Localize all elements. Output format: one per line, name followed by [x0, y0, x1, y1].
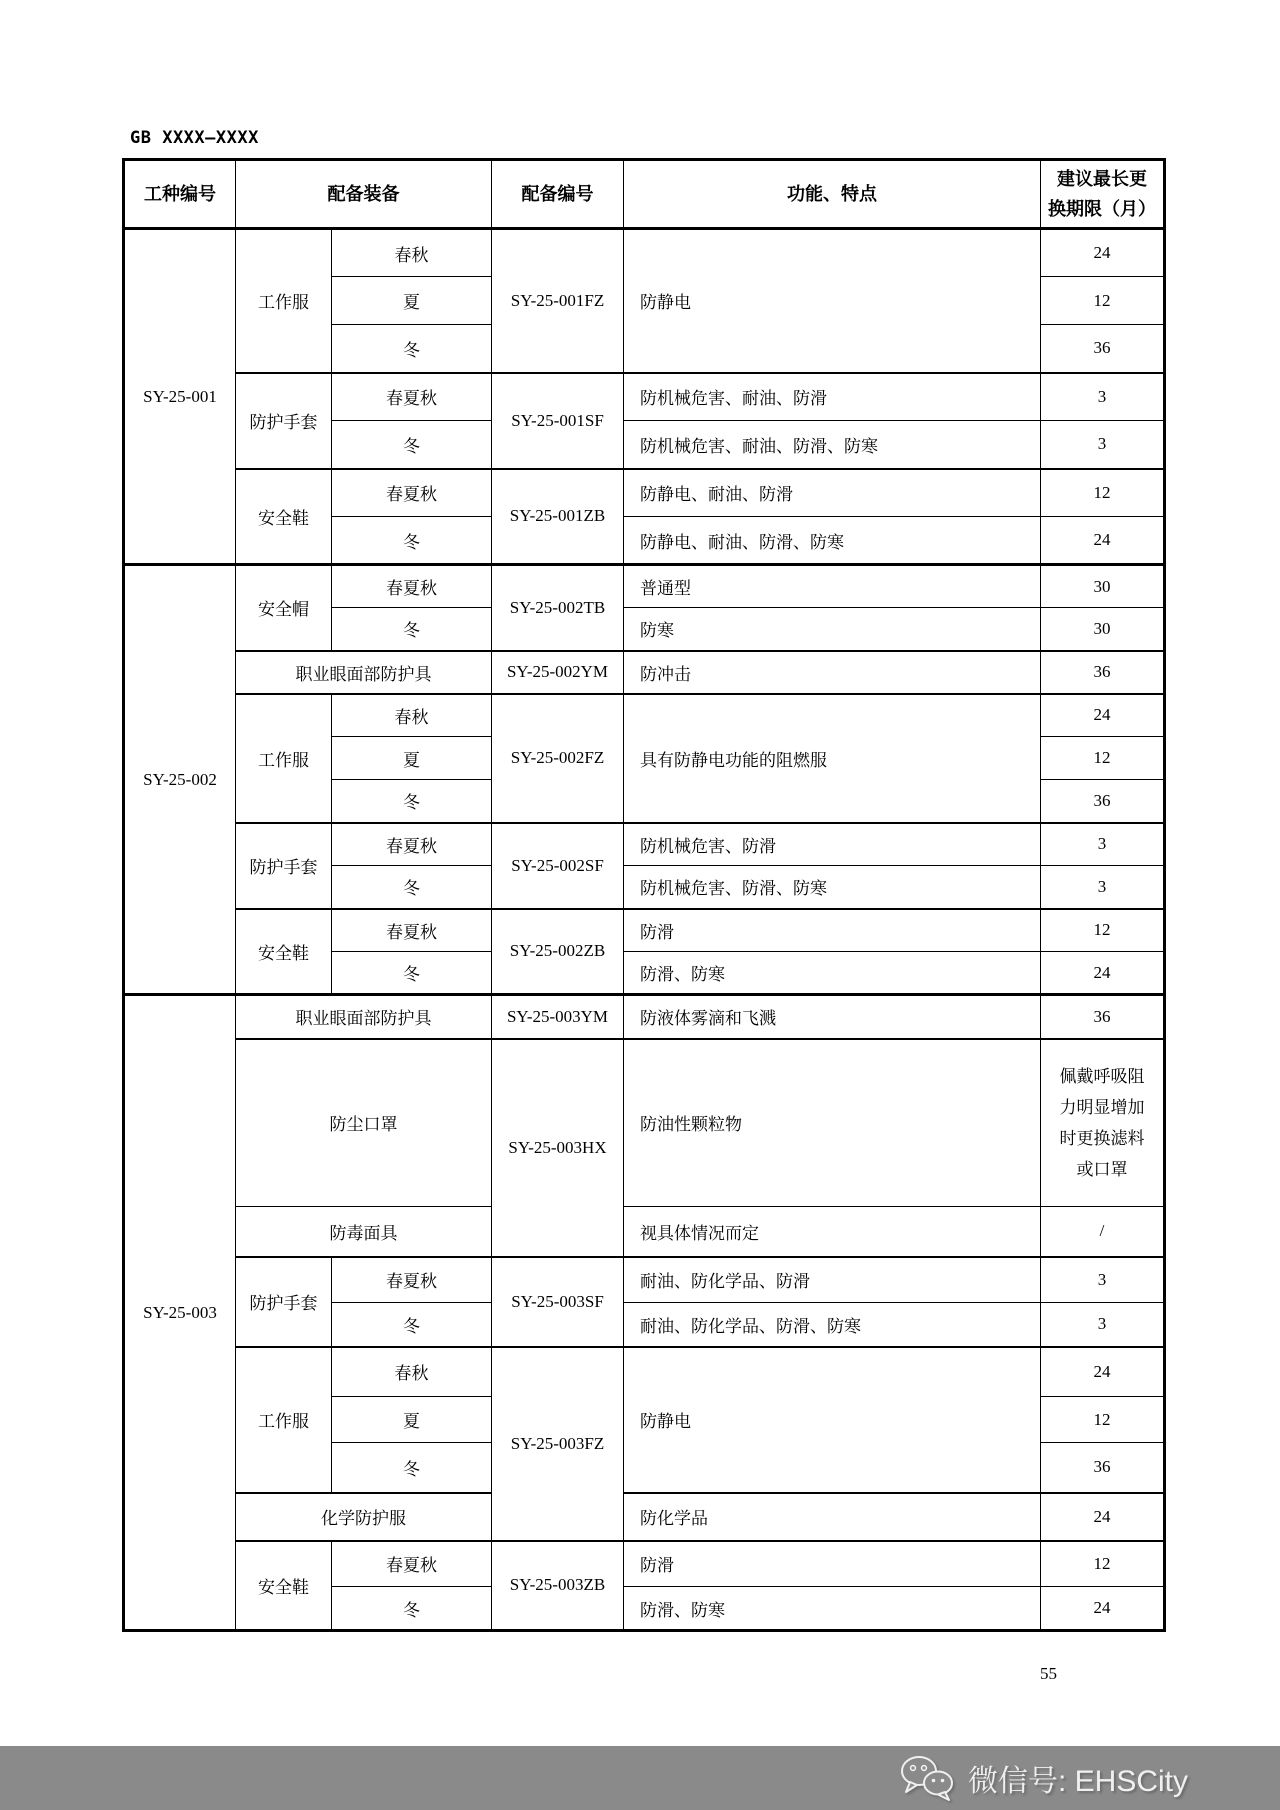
table-row	[124, 909, 1165, 952]
equipment-cell: 工作服	[236, 229, 332, 373]
period-cell: 12	[1041, 469, 1165, 517]
doc-code: GB XXXX—XXXX	[130, 128, 259, 148]
season-cell: 夏	[332, 1397, 492, 1443]
equipment-code-cell: SY-25-002TB	[492, 565, 624, 651]
period-cell: 24	[1041, 694, 1165, 737]
function-cell: 防机械危害、防滑	[624, 823, 1041, 866]
function-cell: 防寒	[624, 608, 1041, 651]
function-cell: 防静电、耐油、防滑	[624, 469, 1041, 517]
header-equipment: 配备装备	[236, 160, 492, 229]
equipment-code-cell: SY-25-003ZB	[492, 1541, 624, 1631]
period-cell: /	[1041, 1207, 1165, 1257]
wechat-icon	[900, 1755, 956, 1801]
period-cell: 3	[1041, 823, 1165, 866]
function-cell: 防机械危害、耐油、防滑、防寒	[624, 421, 1041, 469]
period-cell: 24	[1041, 952, 1165, 995]
header-period-line1: 建议最长更	[1057, 169, 1147, 189]
function-cell: 防滑、防寒	[624, 1587, 1041, 1631]
table-row	[124, 995, 1165, 1039]
period-cell: 30	[1041, 608, 1165, 651]
equipment-code-cell: SY-25-002FZ	[492, 694, 624, 823]
equipment-code-cell: SY-25-003YM	[492, 995, 624, 1039]
season-cell: 春夏秋	[332, 469, 492, 517]
period-cell: 24	[1041, 517, 1165, 565]
table-row	[124, 565, 1165, 608]
function-cell: 防油性颗粒物	[624, 1039, 1041, 1207]
header-replacement-period	[1041, 160, 1165, 229]
period-cell: 24	[1041, 1347, 1165, 1397]
period-cell: 3	[1041, 421, 1165, 469]
equipment-code-cell: SY-25-001FZ	[492, 229, 624, 373]
table-row	[124, 823, 1165, 866]
season-cell: 春秋	[332, 694, 492, 737]
season-cell: 冬	[332, 780, 492, 823]
season-cell: 冬	[332, 1587, 492, 1631]
period-cell: 3	[1041, 1303, 1165, 1347]
equipment-code-cell: SY-25-002ZB	[492, 909, 624, 995]
ppe-table-body	[124, 229, 1165, 1631]
equipment-cell: 防毒面具	[236, 1207, 492, 1257]
season-cell: 春夏秋	[332, 1541, 492, 1587]
equipment-cell: 工作服	[236, 694, 332, 823]
period-cell: 12	[1041, 1541, 1165, 1587]
equipment-cell: 安全鞋	[236, 909, 332, 995]
function-cell: 防滑	[624, 1541, 1041, 1587]
season-cell: 夏	[332, 277, 492, 325]
season-cell: 冬	[332, 952, 492, 995]
ppe-replacement-table	[122, 158, 1166, 1632]
season-cell: 冬	[332, 1443, 492, 1493]
table-row	[124, 1493, 1165, 1541]
period-cell: 佩戴呼吸阻力明显增加时更换滤料或口罩	[1041, 1039, 1165, 1207]
period-cell: 12	[1041, 1397, 1165, 1443]
table-row	[124, 1541, 1165, 1587]
period-cell: 12	[1041, 737, 1165, 780]
equipment-cell: 安全帽	[236, 565, 332, 651]
table-row	[124, 469, 1165, 517]
job-code-cell: SY-25-002	[124, 565, 236, 995]
equipment-cell: 化学防护服	[236, 1493, 492, 1541]
period-cell: 36	[1041, 325, 1165, 373]
equipment-cell: 防护手套	[236, 823, 332, 909]
function-cell: 防冲击	[624, 651, 1041, 694]
period-cell: 3	[1041, 866, 1165, 909]
period-cell: 30	[1041, 565, 1165, 608]
season-cell: 春夏秋	[332, 565, 492, 608]
function-cell: 防静电	[624, 229, 1041, 373]
header-job-code: 工种编号	[124, 160, 236, 229]
equipment-cell: 防护手套	[236, 1257, 332, 1347]
season-cell: 春夏秋	[332, 909, 492, 952]
table-row	[124, 651, 1165, 694]
table-header-row	[124, 160, 1165, 229]
job-code-cell: SY-25-001	[124, 229, 236, 565]
equipment-cell: 职业眼面部防护具	[236, 651, 492, 694]
season-cell: 夏	[332, 737, 492, 780]
period-cell: 12	[1041, 277, 1165, 325]
equipment-code-cell: SY-25-003FZ	[492, 1347, 624, 1541]
period-cell: 36	[1041, 780, 1165, 823]
season-cell: 冬	[332, 421, 492, 469]
function-cell: 视具体情况而定	[624, 1207, 1041, 1257]
season-cell: 冬	[332, 517, 492, 565]
equipment-cell: 职业眼面部防护具	[236, 995, 492, 1039]
equipment-cell: 防尘口罩	[236, 1039, 492, 1207]
function-cell: 防机械危害、防滑、防寒	[624, 866, 1041, 909]
equipment-cell: 安全鞋	[236, 1541, 332, 1631]
season-cell: 冬	[332, 325, 492, 373]
season-cell: 春秋	[332, 229, 492, 277]
table-row	[124, 1039, 1165, 1207]
equipment-code-cell: SY-25-001ZB	[492, 469, 624, 565]
period-cell: 24	[1041, 229, 1165, 277]
function-cell: 耐油、防化学品、防滑	[624, 1257, 1041, 1303]
period-cell: 36	[1041, 1443, 1165, 1493]
table-row	[124, 1257, 1165, 1303]
equipment-cell: 安全鞋	[236, 469, 332, 565]
season-cell: 春秋	[332, 1347, 492, 1397]
function-cell: 防滑、防寒	[624, 952, 1041, 995]
equipment-code-cell: SY-25-003SF	[492, 1257, 624, 1347]
table-row	[124, 694, 1165, 737]
table-row	[124, 229, 1165, 277]
period-cell: 24	[1041, 1587, 1165, 1631]
header-period-line2: 换期限（月）	[1048, 199, 1156, 219]
function-cell: 防静电	[624, 1347, 1041, 1493]
season-cell: 春夏秋	[332, 1257, 492, 1303]
period-cell: 36	[1041, 651, 1165, 694]
function-cell: 防机械危害、耐油、防滑	[624, 373, 1041, 421]
period-cell: 12	[1041, 909, 1165, 952]
function-cell: 防化学品	[624, 1493, 1041, 1541]
equipment-code-cell: SY-25-002SF	[492, 823, 624, 909]
function-cell: 防滑	[624, 909, 1041, 952]
equipment-cell: 工作服	[236, 1347, 332, 1493]
equipment-cell: 防护手套	[236, 373, 332, 469]
season-cell: 冬	[332, 866, 492, 909]
period-cell: 36	[1041, 995, 1165, 1039]
period-cell: 3	[1041, 1257, 1165, 1303]
season-cell: 春夏秋	[332, 823, 492, 866]
watermark-label: 微信号: EHSCity	[967, 1765, 1188, 1798]
period-cell: 24	[1041, 1493, 1165, 1541]
function-cell: 具有防静电功能的阻燃服	[624, 694, 1041, 823]
season-cell: 冬	[332, 1303, 492, 1347]
page-number: 55	[1040, 1664, 1057, 1683]
equipment-code-cell: SY-25-003HX	[492, 1039, 624, 1257]
equipment-code-cell: SY-25-002YM	[492, 651, 624, 694]
footer-strip	[0, 1746, 1280, 1810]
job-code-cell: SY-25-003	[124, 995, 236, 1631]
wechat-watermark	[900, 1755, 1188, 1801]
header-equipment-code: 配备编号	[492, 160, 624, 229]
function-cell: 防液体雾滴和飞溅	[624, 995, 1041, 1039]
table-row	[124, 373, 1165, 421]
season-cell: 冬	[332, 608, 492, 651]
period-cell: 3	[1041, 373, 1165, 421]
table-row	[124, 1207, 1165, 1257]
function-cell: 普通型	[624, 565, 1041, 608]
function-cell: 防静电、耐油、防滑、防寒	[624, 517, 1041, 565]
function-cell: 耐油、防化学品、防滑、防寒	[624, 1303, 1041, 1347]
header-function: 功能、特点	[624, 160, 1041, 229]
season-cell: 春夏秋	[332, 373, 492, 421]
table-row	[124, 1347, 1165, 1397]
equipment-code-cell: SY-25-001SF	[492, 373, 624, 469]
